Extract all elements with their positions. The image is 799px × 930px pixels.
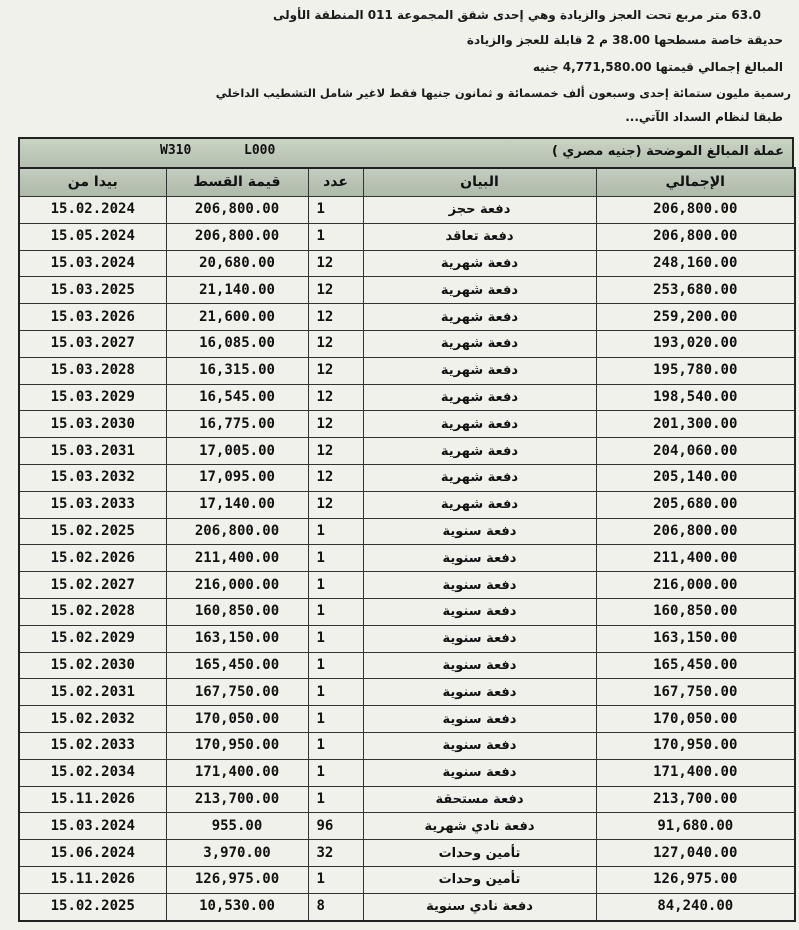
header-line-5: طبقا لنظام السداد الآتي... (625, 110, 783, 124)
cell-total: 248,160.00 (596, 250, 795, 277)
table-row (19, 759, 795, 786)
cell-date: 15.03.2026 (19, 304, 166, 331)
table-row (19, 625, 795, 652)
cell-count: 12 (308, 250, 363, 277)
cell-total: 211,400.00 (596, 545, 795, 572)
document-header (0, 0, 799, 135)
cell-description: دفعة شهرية (363, 330, 596, 357)
cell-description: دفعة شهرية (363, 411, 596, 438)
cell-total: 198,540.00 (596, 384, 795, 411)
cell-description: دفعة شهرية (363, 277, 596, 304)
cell-amount: 17,005.00 (166, 438, 308, 465)
cell-description: تأمين وحدات (363, 840, 596, 867)
cell-date: 15.02.2028 (19, 598, 166, 625)
cell-description: دفعة سنوية (363, 572, 596, 599)
col-header-count: عدد (308, 168, 363, 197)
currency-note: عملة المبالغ الموضحة (جنيه مصري ) (551, 144, 784, 159)
cell-total: 205,680.00 (596, 491, 795, 518)
cell-description: دفعة سنوية (363, 652, 596, 679)
cell-count: 12 (308, 277, 363, 304)
cell-count: 1 (308, 759, 363, 786)
table-row (19, 732, 795, 759)
cell-description: تأمين وحدات (363, 866, 596, 893)
table-row (19, 277, 795, 304)
cell-date: 15.02.2032 (19, 706, 166, 733)
cell-amount: 165,450.00 (166, 652, 308, 679)
cell-description: دفعة سنوية (363, 679, 596, 706)
header-line-3: المبالغ إجمالي قيمتها 4,771,580.00 جنيه (532, 60, 783, 74)
cell-count: 8 (308, 893, 363, 920)
cell-total: 206,800.00 (596, 518, 795, 545)
cell-total: 127,040.00 (596, 840, 795, 867)
cell-date: 15.02.2025 (19, 518, 166, 545)
cell-total: 259,200.00 (596, 304, 795, 331)
cell-amount: 167,750.00 (166, 679, 308, 706)
cell-description: دفعة سنوية (363, 706, 596, 733)
cell-total: 206,800.00 (596, 197, 795, 224)
cell-description: دفعة شهرية (363, 438, 596, 465)
cell-date: 15.02.2031 (19, 679, 166, 706)
cell-count: 12 (308, 438, 363, 465)
cell-total: 204,060.00 (596, 438, 795, 465)
cell-description: دفعة سنوية (363, 732, 596, 759)
cell-description: دفعة سنوية (363, 625, 596, 652)
table-row (19, 572, 795, 599)
cell-count: 1 (308, 706, 363, 733)
table-row (19, 866, 795, 893)
cell-amount: 160,850.00 (166, 598, 308, 625)
cell-date: 15.03.2027 (19, 330, 166, 357)
cell-count: 12 (308, 304, 363, 331)
cell-date: 15.02.2024 (19, 197, 166, 224)
cell-total: 163,150.00 (596, 625, 795, 652)
cell-description: دفعة شهرية (363, 384, 596, 411)
table-row (19, 652, 795, 679)
cell-amount: 20,680.00 (166, 250, 308, 277)
cell-amount: 16,315.00 (166, 357, 308, 384)
cell-date: 15.02.2033 (19, 732, 166, 759)
cell-description: دفعة نادي شهرية (363, 813, 596, 840)
cell-date: 15.03.2032 (19, 464, 166, 491)
cell-count: 12 (308, 464, 363, 491)
cell-amount: 3,970.00 (166, 840, 308, 867)
cell-total: 91,680.00 (596, 813, 795, 840)
cell-description: دفعة شهرية (363, 464, 596, 491)
cell-description: دفعة شهرية (363, 357, 596, 384)
table-row (19, 679, 795, 706)
cell-count: 1 (308, 545, 363, 572)
cell-amount: 126,975.00 (166, 866, 308, 893)
header-line-2: حديقة خاصة مسطحها 38.00 م 2 قابلة للعجز والزيادة (466, 33, 783, 47)
table-row (19, 197, 795, 224)
table-row (19, 464, 795, 491)
cell-amount: 170,050.00 (166, 706, 308, 733)
cell-date: 15.05.2024 (19, 223, 166, 250)
cell-count: 12 (308, 384, 363, 411)
cell-date: 15.03.2028 (19, 357, 166, 384)
table-row (19, 438, 795, 465)
cell-date: 15.03.2030 (19, 411, 166, 438)
cell-total: 253,680.00 (596, 277, 795, 304)
cell-date: 15.03.2024 (19, 813, 166, 840)
table-row (19, 786, 795, 813)
cell-date: 15.02.2025 (19, 893, 166, 920)
unit-code-2: L000 (244, 143, 276, 158)
cell-total: 205,140.00 (596, 464, 795, 491)
cell-amount: 213,700.00 (166, 786, 308, 813)
cell-amount: 206,800.00 (166, 197, 308, 224)
cell-amount: 206,800.00 (166, 518, 308, 545)
cell-date: 15.02.2029 (19, 625, 166, 652)
table-header-row (19, 168, 795, 197)
cell-date: 15.03.2024 (19, 250, 166, 277)
cell-count: 12 (308, 491, 363, 518)
table-row (19, 840, 795, 867)
table-row (19, 357, 795, 384)
cell-date: 15.02.2026 (19, 545, 166, 572)
cell-date: 15.03.2033 (19, 491, 166, 518)
cell-amount: 163,150.00 (166, 625, 308, 652)
table-row (19, 598, 795, 625)
cell-amount: 16,775.00 (166, 411, 308, 438)
cell-count: 1 (308, 598, 363, 625)
cell-date: 15.02.2030 (19, 652, 166, 679)
cell-description: دفعة شهرية (363, 491, 596, 518)
cell-count: 1 (308, 625, 363, 652)
cell-amount: 16,085.00 (166, 330, 308, 357)
cell-description: دفعة حجز (363, 197, 596, 224)
cell-description: دفعة سنوية (363, 518, 596, 545)
cell-total: 201,300.00 (596, 411, 795, 438)
cell-count: 1 (308, 223, 363, 250)
cell-description: دفعة نادي سنوية (363, 893, 596, 920)
cell-date: 15.03.2025 (19, 277, 166, 304)
table-row (19, 250, 795, 277)
cell-amount: 10,530.00 (166, 893, 308, 920)
col-header-amount: قيمة القسط (166, 168, 308, 197)
cell-count: 32 (308, 840, 363, 867)
cell-total: 206,800.00 (596, 223, 795, 250)
cell-total: 165,450.00 (596, 652, 795, 679)
cell-amount: 955.00 (166, 813, 308, 840)
payment-schedule (18, 137, 794, 922)
cell-description: دفعة شهرية (363, 250, 596, 277)
cell-count: 1 (308, 866, 363, 893)
cell-count: 1 (308, 679, 363, 706)
cell-amount: 206,800.00 (166, 223, 308, 250)
cell-description: دفعة مستحقة (363, 786, 596, 813)
table-row (19, 545, 795, 572)
table-row (19, 518, 795, 545)
cell-total: 160,850.00 (596, 598, 795, 625)
cell-date: 15.11.2026 (19, 866, 166, 893)
cell-amount: 171,400.00 (166, 759, 308, 786)
cell-amount: 16,545.00 (166, 384, 308, 411)
cell-date: 15.03.2031 (19, 438, 166, 465)
cell-total: 167,750.00 (596, 679, 795, 706)
cell-description: دفعة سنوية (363, 759, 596, 786)
cell-amount: 211,400.00 (166, 545, 308, 572)
cell-description: دفعة سنوية (363, 598, 596, 625)
table-row (19, 384, 795, 411)
table-row (19, 491, 795, 518)
table-row (19, 223, 795, 250)
cell-total: 84,240.00 (596, 893, 795, 920)
cell-count: 1 (308, 786, 363, 813)
cell-count: 12 (308, 411, 363, 438)
cell-count: 1 (308, 732, 363, 759)
table-row (19, 893, 795, 920)
table-row (19, 411, 795, 438)
table-row (19, 304, 795, 331)
cell-amount: 170,950.00 (166, 732, 308, 759)
cell-amount: 21,140.00 (166, 277, 308, 304)
cell-total: 126,975.00 (596, 866, 795, 893)
cell-amount: 17,140.00 (166, 491, 308, 518)
cell-total: 216,000.00 (596, 572, 795, 599)
cell-count: 96 (308, 813, 363, 840)
cell-date: 15.11.2026 (19, 786, 166, 813)
cell-count: 12 (308, 330, 363, 357)
cell-total: 193,020.00 (596, 330, 795, 357)
currency-banner (18, 137, 794, 167)
header-line-1: 63.0 متر مربع تحت العجز والزيادة وهي إحدى شقق المجموعة 011 المنطقة الأولى (273, 8, 761, 22)
cell-date: 15.06.2024 (19, 840, 166, 867)
header-line-4: رسمية مليون ستمائة إحدى وسبعون ألف خمسمائة و ثمانون جنيها فقط لاغير شامل التشطيب الداخلي (215, 86, 791, 100)
cell-date: 15.02.2034 (19, 759, 166, 786)
col-header-description: البيان (363, 168, 596, 197)
cell-total: 195,780.00 (596, 357, 795, 384)
col-header-date: بيدا من (19, 168, 166, 197)
installments-table (18, 167, 796, 922)
unit-code-1: W310 (160, 143, 192, 158)
table-row (19, 330, 795, 357)
table-row (19, 706, 795, 733)
cell-amount: 17,095.00 (166, 464, 308, 491)
cell-total: 213,700.00 (596, 786, 795, 813)
cell-count: 1 (308, 518, 363, 545)
cell-total: 170,050.00 (596, 706, 795, 733)
cell-count: 1 (308, 652, 363, 679)
cell-description: دفعة شهرية (363, 304, 596, 331)
cell-amount: 216,000.00 (166, 572, 308, 599)
cell-count: 1 (308, 572, 363, 599)
cell-count: 12 (308, 357, 363, 384)
cell-description: دفعة تعاقد (363, 223, 596, 250)
table-row (19, 813, 795, 840)
cell-date: 15.03.2029 (19, 384, 166, 411)
cell-total: 171,400.00 (596, 759, 795, 786)
cell-count: 1 (308, 197, 363, 224)
cell-total: 170,950.00 (596, 732, 795, 759)
cell-description: دفعة سنوية (363, 545, 596, 572)
col-header-total: الإجمالي (596, 168, 795, 197)
cell-date: 15.02.2027 (19, 572, 166, 599)
cell-amount: 21,600.00 (166, 304, 308, 331)
